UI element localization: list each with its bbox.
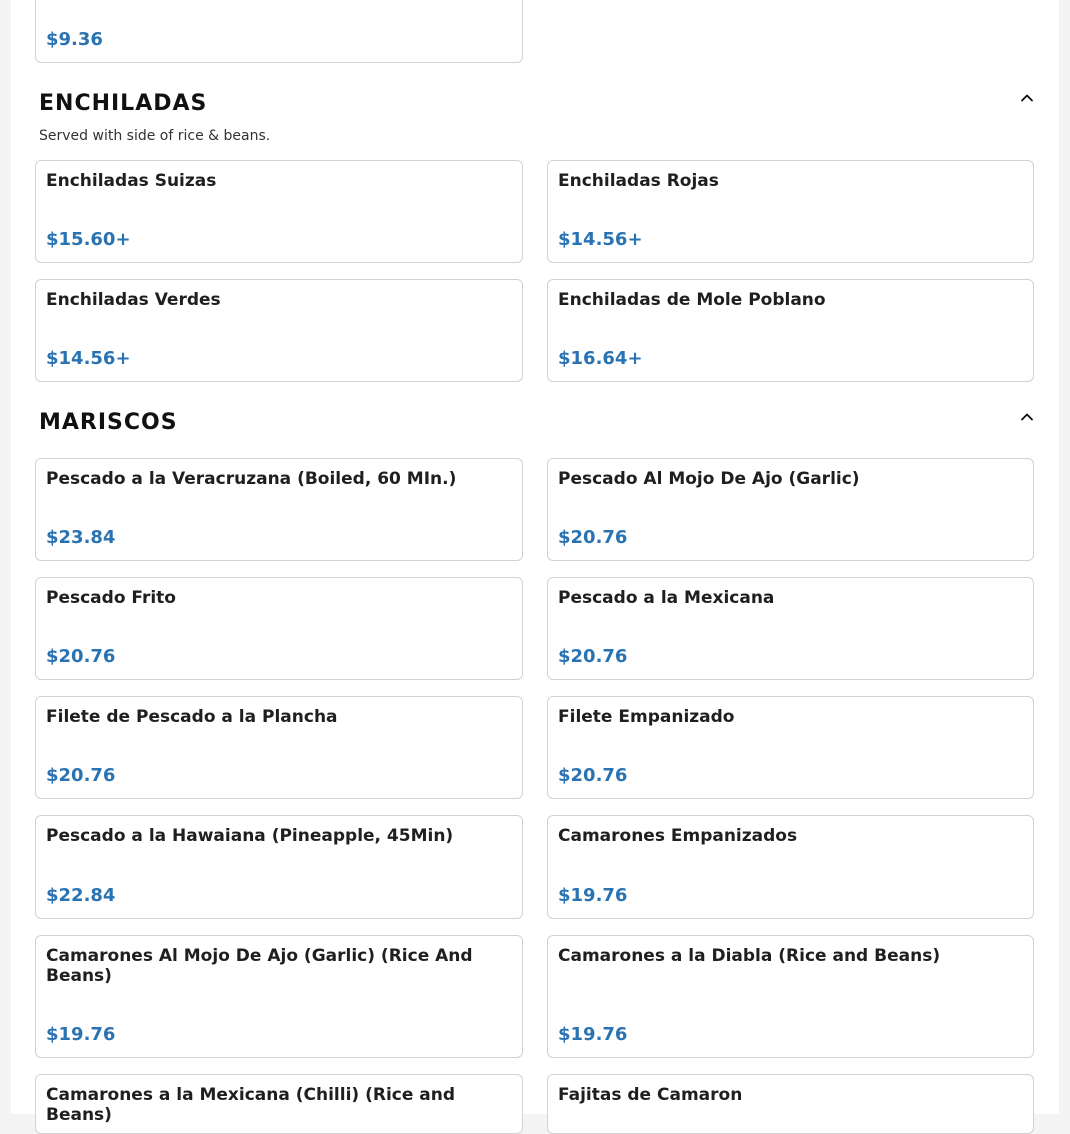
menu-item-price: $16.64+ — [558, 348, 643, 369]
menu-item-card[interactable] — [35, 160, 523, 263]
menu-item-name: Fajitas de Camaron — [558, 1085, 743, 1105]
menu-item-card[interactable] — [35, 279, 523, 382]
menu-page — [11, 0, 1059, 1125]
menu-item-card[interactable] — [35, 458, 523, 561]
menu-item-card[interactable] — [35, 577, 523, 680]
menu-item-card[interactable] — [35, 815, 523, 919]
chevron-up-icon — [1019, 409, 1035, 425]
collapse-section-button[interactable] — [1013, 84, 1041, 112]
menu-item-price: $22.84 — [46, 885, 116, 906]
menu-item-card[interactable] — [547, 458, 1034, 561]
menu-item-card[interactable] — [35, 935, 523, 1058]
menu-item-price: $9.36 — [46, 29, 103, 50]
menu-item-price: $15.60+ — [46, 229, 131, 250]
menu-item-price: $14.56+ — [46, 348, 131, 369]
menu-item-card[interactable] — [547, 577, 1034, 680]
menu-item-name: Camarones Empanizados — [558, 826, 798, 846]
menu-item-price: $19.76 — [558, 885, 628, 906]
menu-item-name: Enchiladas de Mole Poblano — [558, 290, 826, 310]
menu-item-card[interactable] — [547, 1074, 1034, 1134]
menu-item-price: $20.76 — [558, 765, 628, 786]
menu-item-price: $19.76 — [46, 1024, 116, 1045]
menu-item-name: Pescado Al Mojo De Ajo (Garlic) — [558, 469, 860, 489]
menu-item-price: $19.76 — [558, 1024, 628, 1045]
menu-item-card[interactable] — [547, 279, 1034, 382]
menu-item-card[interactable] — [547, 696, 1034, 799]
menu-item-name: Filete Empanizado — [558, 707, 735, 727]
collapse-section-button[interactable] — [1013, 403, 1041, 431]
menu-item-name: Pescado a la Veracruzana (Boiled, 60 MIn.) — [46, 469, 457, 489]
menu-item-card[interactable] — [35, 1074, 523, 1134]
menu-item-price: $20.76 — [46, 646, 116, 667]
menu-item-price: $20.76 — [558, 646, 628, 667]
section-title-enchiladas: ENCHILADAS — [39, 91, 208, 116]
menu-item-name: Camarones a la Diabla (Rice and Beans) — [558, 946, 941, 966]
chevron-up-icon — [1019, 90, 1035, 106]
menu-item-price: $20.76 — [558, 527, 628, 548]
menu-item-name: Pescado a la Mexicana — [558, 588, 775, 608]
menu-item-name: Enchiladas Rojas — [558, 171, 719, 191]
menu-item-name: Filete de Pescado a la Plancha — [46, 707, 338, 727]
menu-item-name: Camarones a la Mexicana (Chilli) (Rice and Beans) — [46, 1085, 456, 1125]
menu-item-card[interactable] — [547, 935, 1034, 1058]
menu-item-card[interactable] — [547, 815, 1034, 919]
menu-item-card[interactable] — [547, 160, 1034, 263]
menu-item-name: Enchiladas Verdes — [46, 290, 221, 310]
menu-item-name: Camarones Al Mojo De Ajo (Garlic) (Rice And Beans) — [46, 946, 473, 986]
menu-item-price: $20.76 — [46, 765, 116, 786]
menu-item-price: $23.84 — [46, 527, 116, 548]
section-description: Served with side of rice & beans. — [39, 128, 271, 144]
menu-item-card[interactable] — [35, 0, 523, 63]
menu-item-price: $14.56+ — [558, 229, 643, 250]
menu-item-name: Pescado a la Hawaiana (Pineapple, 45Min) — [46, 826, 454, 846]
section-title-mariscos: MARISCOS — [39, 410, 178, 435]
menu-item-card[interactable] — [35, 696, 523, 799]
menu-item-name: Enchiladas Suizas — [46, 171, 217, 191]
menu-item-name: Pescado Frito — [46, 588, 176, 608]
